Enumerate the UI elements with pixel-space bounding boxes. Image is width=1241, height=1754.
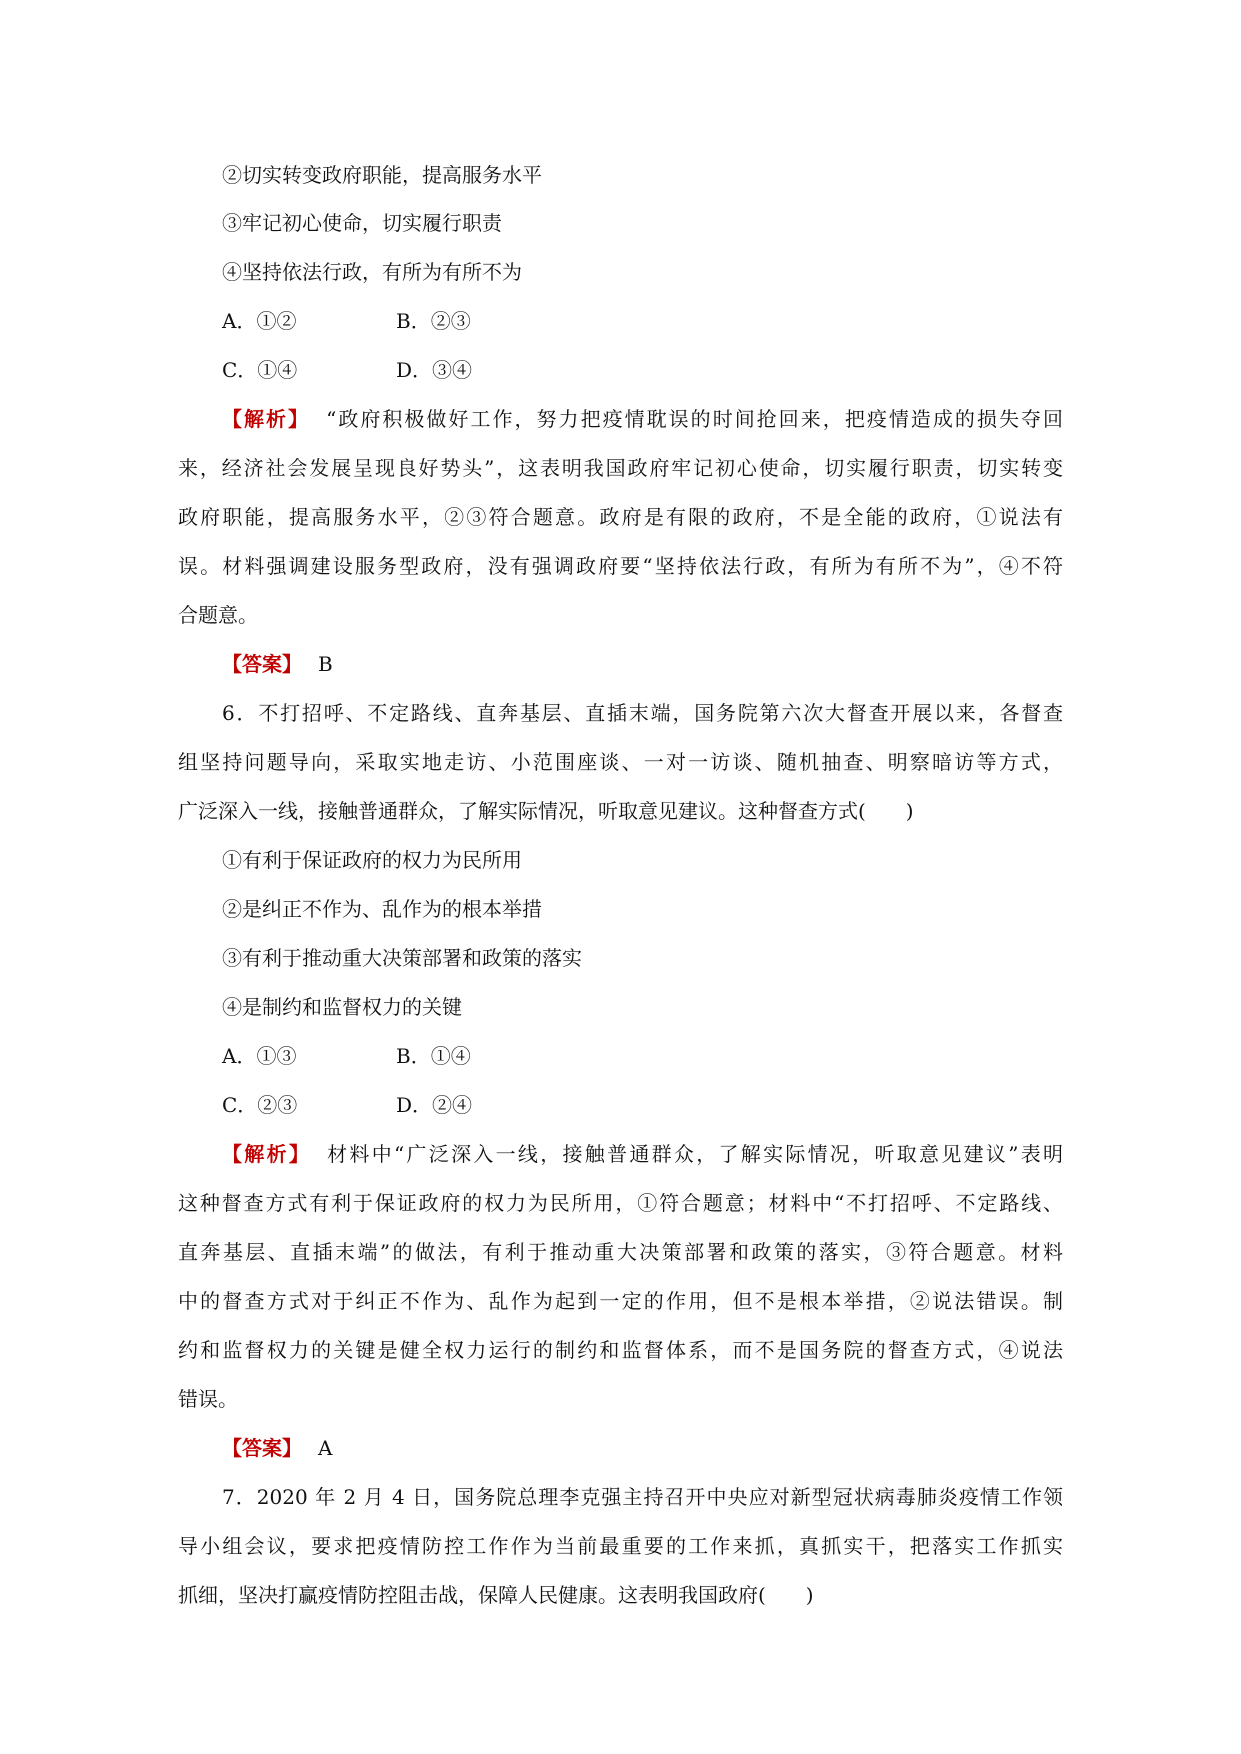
q6-stem-line-1: 6．不打招呼、不定路线、直奔基层、直插末端，国务院第六次大督查开展以来，各督查: [222, 701, 1063, 725]
q7-stem-line-3: 抓细，坚决打赢疫情防控阻击战，保障人民健康。这表明我国政府( ): [178, 1583, 814, 1607]
q5-answer-label: 【答案】: [222, 652, 302, 676]
q7-stem-line-2: 导小组会议，要求把疫情防控工作作为当前最重要的工作来抓，真抓实干，把落实工作抓实: [178, 1534, 1063, 1558]
q6-option-d: D．②④: [396, 1093, 473, 1117]
q6-option-c: C．②③: [222, 1093, 298, 1117]
q5-option-b: B．②③: [396, 309, 471, 333]
q6-option-a: A．①③: [222, 1044, 297, 1068]
q5-analysis-line-3: 政府职能，提高服务水平，②③符合题意。政府是有限的政府，不是全能的政府，①说法有: [178, 505, 1063, 529]
q5-option-d: D．③④: [396, 358, 473, 382]
q6-analysis-line-2: 这种督查方式有利于保证政府的权力为民所用，①符合题意；材料中“不打招呼、不定路线、: [178, 1191, 1063, 1215]
q5-analysis-line-2: 来，经济社会发展呈现良好势头”，这表明我国政府牢记初心使命，切实履行职责，切实转变: [178, 456, 1063, 480]
q6-analysis-text-1: 材料中“广泛深入一线，接触普通群众，了解实际情况，听取意见建议”表明: [327, 1142, 1063, 1166]
q5-analysis-line-1: [222, 405, 1063, 433]
q5-analysis-text-1: “政府积极做好工作，努力把疫情耽误的时间抢回来，把疫情造成的损失夺回: [326, 407, 1064, 431]
q6-analysis-label: 【解析】: [222, 1142, 312, 1166]
q6-stem-line-2: 组坚持问题导向，采取实地走访、小范围座谈、一对一访谈、随机抽查、明察暗访等方式，: [178, 750, 1063, 774]
q6-answer-line: [222, 1434, 332, 1462]
q6-answer-label: 【答案】: [222, 1436, 302, 1460]
q5-analysis-line-5: 合题意。: [178, 603, 258, 627]
q7-stem-line-1: 7．2020 年 2 月 4 日，国务院总理李克强主持召开中央应对新型冠状病毒肺炎疫情工作领: [222, 1485, 1063, 1509]
q6-option-b: B．①④: [396, 1044, 471, 1068]
q5-answer-line: [222, 650, 333, 678]
q6-answer-value: A: [318, 1436, 333, 1460]
q5-analysis-line-4: 误。材料强调建设服务型政府，没有强调政府要“坚持依法行政，有所为有所不为”，④不符: [178, 554, 1063, 578]
q5-analysis-label: 【解析】: [222, 407, 311, 431]
q6-analysis-line-1: [222, 1140, 1063, 1168]
q5-option-a: A．①②: [222, 309, 297, 333]
q5-item-3: ③牢记初心使命，切实履行职责: [222, 211, 502, 235]
q6-item-4: ④是制约和监督权力的关键: [222, 995, 462, 1019]
q6-analysis-line-6: 错误。: [178, 1387, 238, 1411]
q6-analysis-line-4: 中的督查方式对于纠正不作为、乱作为起到一定的作用，但不是根本举措，②说法错误。制: [178, 1289, 1063, 1313]
q6-item-2: ②是纠正不作为、乱作为的根本举措: [222, 897, 542, 921]
q5-item-2: ②切实转变政府职能，提高服务水平: [222, 163, 542, 187]
q5-item-4: ④坚持依法行政，有所为有所不为: [222, 260, 522, 284]
q5-option-c: C．①④: [222, 358, 298, 382]
q6-item-1: ①有利于保证政府的权力为民所用: [222, 848, 522, 872]
q6-stem-line-3: 广泛深入一线，接触普通群众，了解实际情况，听取意见建议。这种督查方式( ): [178, 799, 914, 823]
q5-answer-value: B: [318, 652, 333, 676]
q6-analysis-line-5: 约和监督权力的关键是健全权力运行的制约和监督体系，而不是国务院的督查方式，④说法: [178, 1338, 1063, 1362]
q6-analysis-line-3: 直奔基层、直插末端”的做法，有利于推动重大决策部署和政策的落实，③符合题意。材料: [178, 1240, 1063, 1264]
q6-item-3: ③有利于推动重大决策部署和政策的落实: [222, 946, 582, 970]
